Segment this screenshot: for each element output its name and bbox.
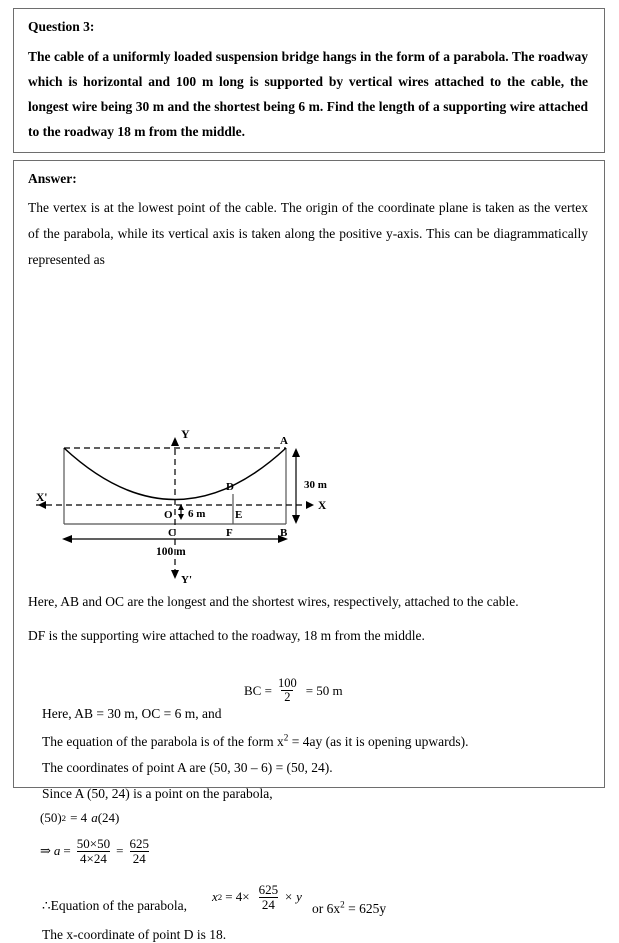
bc-denominator: 2 xyxy=(281,690,293,704)
concl-denominator: 24 xyxy=(259,897,278,912)
eq2-fraction-2 xyxy=(126,837,152,865)
answer-line-df: DF is the supporting wire attached to the roadway, 18 m from the middle. xyxy=(28,628,425,643)
concl-or-sup: 2 xyxy=(340,899,345,910)
concl-x: x xyxy=(212,889,218,905)
conclusion-prefix: ∴Equation of the parabola, xyxy=(42,898,188,913)
question-text: The cable of a uniformly loaded suspension bridge hangs in the form of a parabola. The roadway which is horizontal and 100 m long is supported by vertical wires attached to the cable, the longest wire being 30 m and the shortest being 6 m. Find the length of a supporting wire attached to the roadway 18 m from the middle. xyxy=(28,48,588,139)
bc-formula-row xyxy=(244,677,343,704)
eq2-equals: = xyxy=(63,843,71,859)
eq2-denominator-2: 24 xyxy=(130,851,149,866)
concl-numerator: 625 xyxy=(258,882,279,897)
eq2-arrow: ⇒ xyxy=(40,843,51,859)
eq2-equals-2: = xyxy=(116,843,124,859)
answer-equations-block xyxy=(42,729,602,807)
eq1-left: (50) xyxy=(40,809,62,825)
eq2-fraction-1 xyxy=(74,837,113,865)
coords-A-line: The coordinates of point A are (50, 30 – 6) = (50, 24). xyxy=(42,760,333,775)
equation-form-line xyxy=(42,729,602,755)
last-line: The x-coordinate of point D is 18. xyxy=(42,927,227,942)
concl-fraction xyxy=(256,883,282,911)
equation-substitution xyxy=(40,809,119,826)
label-point-B: B xyxy=(280,527,288,539)
label-x-axis-right: X xyxy=(318,500,327,512)
concl-or-a: or 6x xyxy=(312,901,341,916)
eq2-numerator-2: 625 xyxy=(129,836,149,851)
answer-paragraph-1: The vertex is at the lowest point of the cable. The origin of the coordinate plane is taken as the vertex of the parabola, while its vertical axis is taken along the positive y-axis. This can be diagrammatically represented as xyxy=(28,199,588,267)
bc-label: BC = xyxy=(244,682,272,698)
answer-inner xyxy=(14,161,604,273)
label-width-100: 100 m xyxy=(156,546,186,558)
label-x-axis-left: X' xyxy=(36,492,48,504)
label-height-6: 6 m xyxy=(188,508,206,520)
conclusion-formula xyxy=(212,883,302,911)
bc-result: = 50 m xyxy=(305,682,343,698)
conclusion-alt-form xyxy=(312,901,386,917)
bc-numerator: 100 xyxy=(277,676,297,690)
label-point-D: D xyxy=(226,481,234,493)
bc-formula xyxy=(244,677,343,704)
since-A-line: Since A (50, 24) is a point on the parabola, xyxy=(42,786,273,801)
equation-form-b: = 4ay (as it is opening upwards). xyxy=(288,734,469,749)
eq2-numerator-1: 50×50 xyxy=(76,836,111,851)
equation-form-a: The equation of the parabola is of the form x xyxy=(42,734,284,749)
answer-paragraph-2: Here, AB and OC are the longest and the shortest wires, respectively, attached to the cable. xyxy=(28,594,519,609)
eq1-right: (24) xyxy=(97,809,120,825)
eq2-a: a xyxy=(53,843,61,859)
question-box xyxy=(13,8,605,153)
here-values-text: Here, AB = 30 m, OC = 6 m, and xyxy=(42,706,222,721)
label-origin-O: O xyxy=(164,509,173,521)
concl-equals: = 4× xyxy=(225,889,250,905)
conclusion-line xyxy=(42,897,187,915)
label-point-F: F xyxy=(226,527,233,539)
label-point-E: E xyxy=(235,509,243,521)
label-point-A: A xyxy=(280,435,288,447)
question-heading: Question 3: xyxy=(28,19,95,34)
eq1-mid: = 4 xyxy=(70,809,88,825)
question-inner xyxy=(14,9,604,144)
bc-fraction xyxy=(275,677,300,704)
concl-times-y: × y xyxy=(284,889,302,905)
answer-heading: Answer: xyxy=(28,171,77,186)
label-point-C: C xyxy=(168,527,176,539)
label-height-30: 30 m xyxy=(304,479,327,491)
eq1-a: a xyxy=(91,809,98,825)
equation-form-sup: 2 xyxy=(283,732,289,743)
answer-after-diagram xyxy=(28,589,594,649)
equation-substitution-row: (50) 2 = 4 a (24) xyxy=(40,809,120,825)
equation-solve-a-row xyxy=(40,837,155,865)
here-values-line xyxy=(42,706,221,722)
eq2-denominator-1: 4×24 xyxy=(77,851,110,866)
concl-or-b: = 625y xyxy=(344,901,387,916)
label-y-axis-bottom: Y' xyxy=(181,574,192,585)
conclusion-formula-row: x 2 = 4× $\frac{625}{24}$ × y xyxy=(212,882,302,912)
equation-solve-a xyxy=(40,837,155,865)
parabola-diagram xyxy=(28,425,348,585)
label-y-axis-top: Y xyxy=(181,427,190,441)
